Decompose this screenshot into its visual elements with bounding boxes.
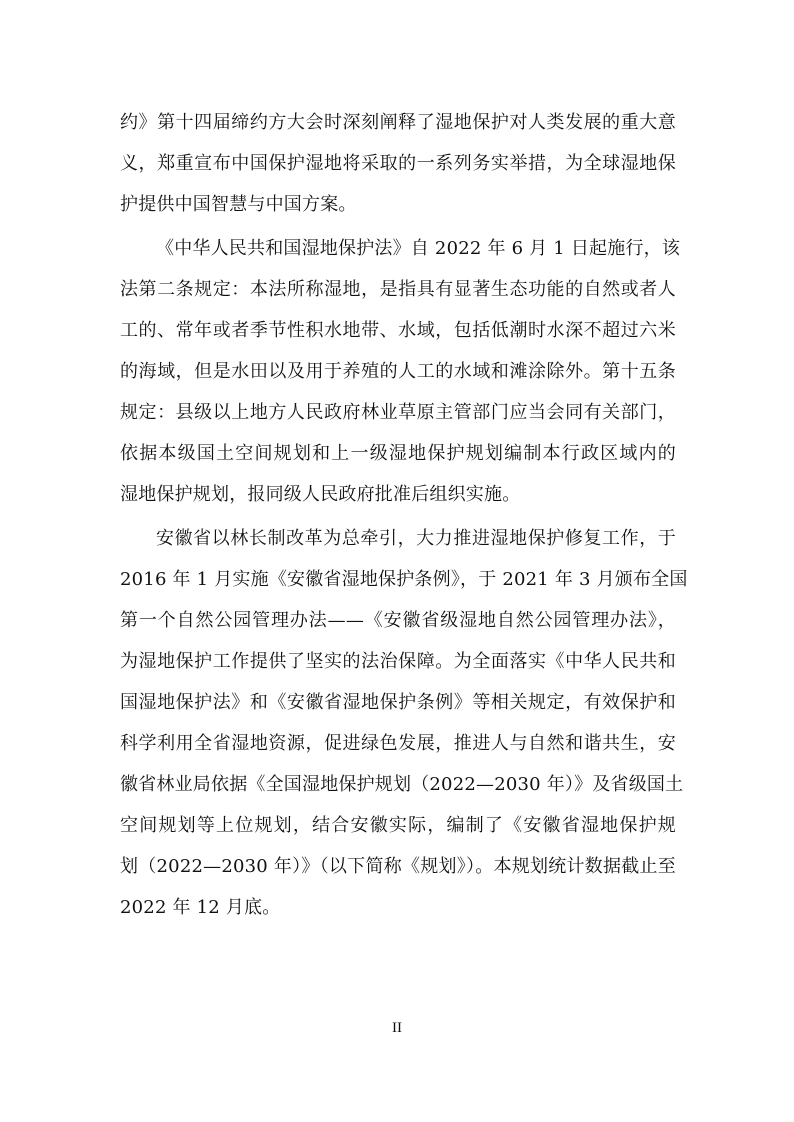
paragraph-3: [120, 518, 688, 928]
text-line: 工的、常年或者季节性积水地带、水域，包括低潮时水深不超过六米: [120, 320, 676, 341]
text-line: 2022 年 12 月底。: [120, 897, 281, 918]
text-line: 护提供中国智慧与中国方案。: [120, 194, 357, 215]
text-line: 义，郑重宣布中国保护湿地将采取的一系列务实举措，为全球湿地保: [120, 153, 676, 174]
text-line: 为湿地保护工作提供了坚实的法治保障。为全面落实《中华人民共和: [120, 651, 676, 672]
text-line: 约》第十四届缔约方大会时深刻阐释了湿地保护对人类发展的重大意: [120, 112, 676, 133]
text-line: 划（2022—2030 年）》（以下简称《规划》）。本规划统计数据截止至: [120, 856, 676, 877]
text-line: 法第二条规定：本法所称湿地，是指具有显著生态功能的自然或者人: [120, 279, 676, 300]
text-line: 徽省林业局依据《全国湿地保护规划（2022—2030 年）》及省级国土: [120, 774, 684, 795]
text-line: 安徽省以林长制改革为总牵引，大力推进湿地保护修复工作，于: [156, 528, 676, 549]
text-line: 国湿地保护法》和《安徽省湿地保护条例》等相关规定，有效保护和: [120, 692, 676, 713]
text-line: 2016 年 1 月实施《安徽省湿地保护条例》，于 2021 年 3 月颁布全国: [120, 569, 688, 590]
paragraph-1: [120, 102, 676, 225]
text-line: 的海域，但是水田以及用于养殖的人工的水域和滩涂除外。第十五条: [120, 361, 676, 382]
page-number: II: [392, 1020, 402, 1036]
text-line: 第一个自然公园管理办法——《安徽省级湿地自然公园管理办法》，: [120, 610, 676, 631]
text-line: 《中华人民共和国湿地保护法》自 2022 年 6 月 1 日起施行，该: [156, 238, 681, 259]
text-line: 湿地保护规划，报同级人民政府批准后组织实施。: [120, 484, 521, 505]
body-text: [120, 102, 688, 928]
text-line: 空间规划等上位规划，结合安徽实际，编制了《安徽省湿地保护规: [120, 815, 676, 836]
paragraph-2: [120, 228, 681, 515]
text-line: 规定：县级以上地方人民政府林业草原主管部门应当会同有关部门，: [120, 402, 676, 423]
text-line: 科学利用全省湿地资源，促进绿色发展，推进人与自然和谐共生，安: [120, 733, 676, 754]
text-line: 依据本级国土空间规划和上一级湿地保护规划编制本行政区域内的: [120, 443, 676, 464]
